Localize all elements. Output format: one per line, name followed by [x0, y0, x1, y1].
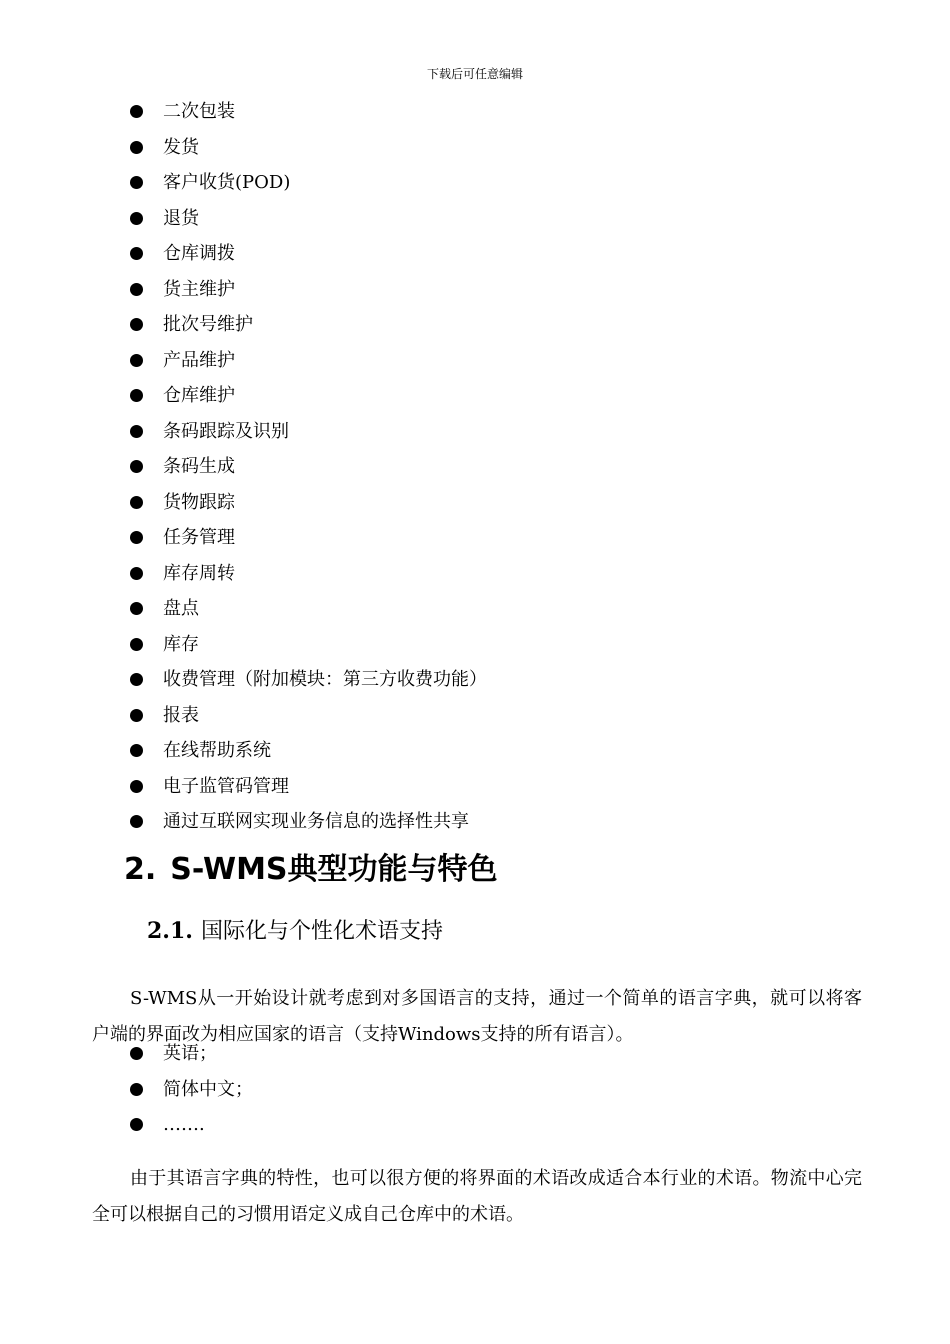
list-item: [0, 449, 950, 485]
language-list: [0, 1036, 950, 1143]
list-item-text: 盘点: [163, 598, 199, 619]
bullet-icon: [130, 567, 143, 580]
list-item-text: 货主维护: [163, 278, 235, 300]
list-item: [0, 769, 950, 805]
list-item: [0, 272, 950, 308]
bullet-icon: [130, 744, 143, 757]
bullet-icon: [130, 815, 143, 828]
list-item-text: 发货: [163, 136, 199, 158]
list-item-text: 简体中文；: [163, 1078, 253, 1100]
list-item-text: 货物跟踪: [163, 491, 235, 513]
list-item: [0, 662, 950, 698]
list-item: [0, 485, 950, 521]
list-item: [0, 94, 950, 130]
list-item-text: 电子监管码管理: [163, 775, 289, 797]
bullet-icon: [130, 673, 143, 686]
list-item: [0, 414, 950, 450]
list-item-text: 收费管理（附加模块：第三方收费功能）: [163, 669, 487, 690]
list-item: [0, 733, 950, 769]
bullet-icon: [130, 1047, 143, 1060]
list-item: [0, 520, 950, 556]
subsection-number: 2.1.: [147, 918, 193, 944]
bullet-icon: [130, 425, 143, 438]
feature-list: [0, 94, 950, 840]
list-item-text: 二次包装: [163, 101, 235, 122]
subsection-title: 国际化与个性化术语支持: [200, 919, 443, 944]
list-item: [0, 307, 950, 343]
list-item-text: 退货: [163, 207, 199, 229]
list-item: [0, 627, 950, 663]
bullet-icon: [130, 318, 143, 331]
section-heading: [124, 848, 498, 892]
bullet-icon: [130, 531, 143, 544]
bullet-icon: [130, 602, 143, 615]
list-item-text: 条码跟踪及识别: [163, 420, 289, 442]
list-item-text: 通过互联网实现业务信息的选择性共享: [163, 811, 469, 832]
list-item-text: 任务管理: [163, 527, 235, 548]
bullet-icon: [130, 496, 143, 509]
list-item-text: 在线帮助系统: [163, 740, 271, 761]
list-item-text: 条码生成: [163, 456, 235, 477]
list-item-text: 库存周转: [163, 562, 235, 584]
list-item-text: 仓库维护: [163, 385, 235, 406]
subsection-heading: [147, 912, 443, 951]
list-item: [0, 698, 950, 734]
list-item-text: 仓库调拨: [163, 243, 235, 264]
bullet-icon: [130, 176, 143, 189]
list-item-text: 报表: [163, 704, 199, 726]
list-item: [0, 201, 950, 237]
section-number: 2.: [124, 852, 157, 887]
bullet-icon: [130, 709, 143, 722]
page-header: 下载后可任意编辑: [426, 67, 523, 81]
list-item-text: 产品维护: [163, 349, 235, 371]
list-item: [0, 343, 950, 379]
bullet-icon: [130, 1083, 143, 1096]
bullet-icon: [130, 460, 143, 473]
paragraph: S-WMS从一开始设计就考虑到对多国语言的支持，通过一个简单的语言字典，就可以将客户端的界面改为相应国家的语言（支持Windows支持的所有语言）。: [92, 988, 862, 1045]
list-item-text: 英语；: [163, 1043, 217, 1064]
list-item-text: 批次号维护: [163, 314, 253, 335]
list-item: [0, 804, 950, 840]
bullet-icon: [130, 638, 143, 651]
bullet-icon: [130, 780, 143, 793]
list-item: [0, 378, 950, 414]
bullet-icon: [130, 1118, 143, 1131]
bullet-icon: [130, 141, 143, 154]
list-item-text: …….: [163, 1114, 205, 1135]
paragraph: 由于其语言字典的特性，也可以很方便的将界面的术语改成适合本行业的术语。物流中心完全可以根据自己的习惯用语定义成自己仓库中的术语。: [92, 1168, 862, 1225]
list-item-text: 库存: [163, 633, 199, 655]
bullet-icon: [130, 354, 143, 367]
list-item: [0, 236, 950, 272]
list-item-text: 客户收货(POD): [163, 172, 291, 193]
list-item: [0, 556, 950, 592]
bullet-icon: [130, 105, 143, 118]
list-item: [0, 591, 950, 627]
bullet-icon: [130, 389, 143, 402]
section-title: S-WMS典型功能与特色: [170, 852, 498, 887]
bullet-icon: [130, 212, 143, 225]
list-item: [0, 1107, 950, 1143]
bullet-icon: [130, 283, 143, 296]
list-item: [0, 165, 950, 201]
list-item: [0, 130, 950, 166]
list-item: [0, 1036, 950, 1072]
list-item: [0, 1072, 950, 1108]
bullet-icon: [130, 247, 143, 260]
